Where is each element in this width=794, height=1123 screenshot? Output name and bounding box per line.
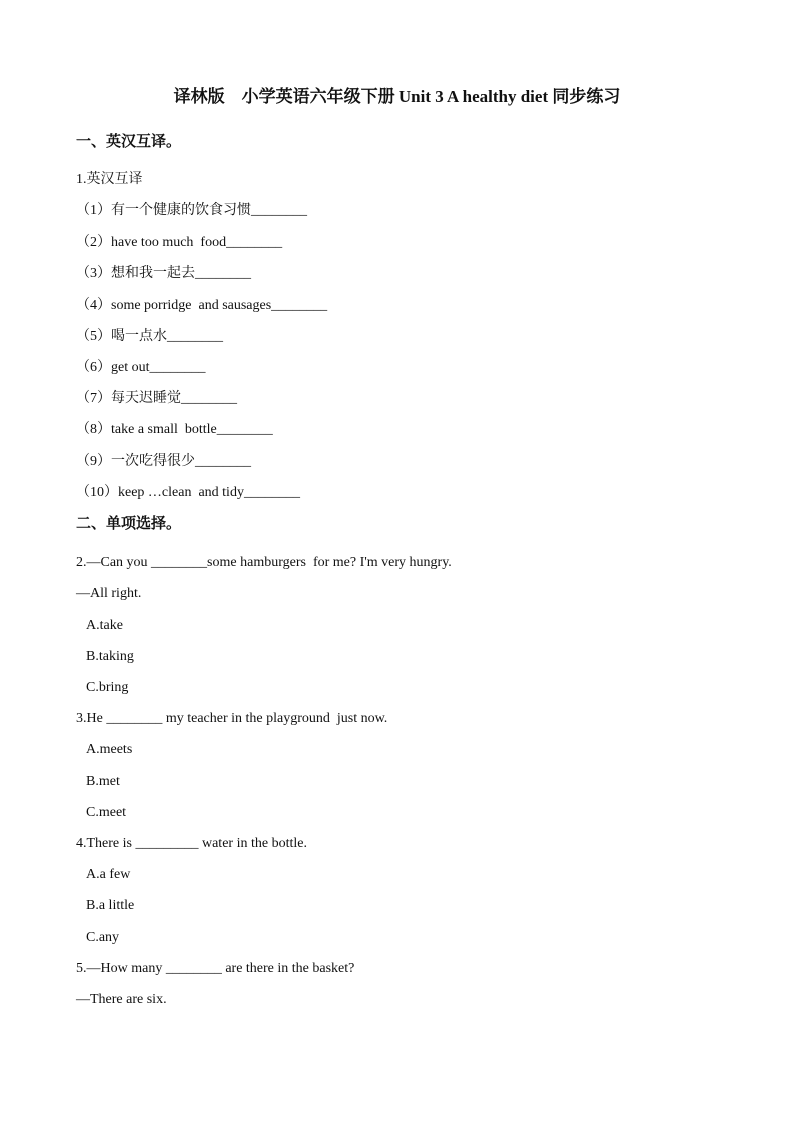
q1-item-8: （8）take a small bottle________	[76, 422, 273, 437]
q1-item-10: （10）keep …clean and tidy________	[76, 485, 300, 500]
q4-option-a: A.a few	[86, 867, 131, 882]
q3-option-c: C.meet	[86, 805, 127, 820]
q3-option-a: A.meets	[86, 742, 133, 757]
page-title: 译林版 小学英语六年级下册 Unit 3 A healthy diet 同步练习	[173, 87, 621, 106]
q2-option-c: C.bring	[86, 680, 129, 695]
q1-item-3: （3）想和我一起去________	[76, 266, 251, 281]
section-heading-1: 一、英汉互译。	[76, 134, 182, 150]
q4-stem: 4.There is _________ water in the bottle.	[76, 836, 307, 851]
q1-item-1: （1）有一个健康的饮食习惯________	[76, 203, 307, 218]
question-1-heading: 1.英汉互译	[76, 172, 143, 187]
q2-reply: —All right.	[76, 586, 142, 601]
q1-item-7: （7）每天迟睡觉________	[76, 391, 237, 406]
q1-item-6: （6）get out________	[76, 360, 206, 375]
q1-item-4: （4）some porridge and sausages________	[76, 298, 328, 313]
q4-option-b: B.a little	[86, 898, 135, 913]
q1-item-9: （9）一次吃得很少________	[76, 454, 251, 469]
q3-option-b: B.met	[86, 774, 120, 789]
q5-reply: —There are six.	[76, 992, 167, 1007]
q4-option-c: C.any	[86, 930, 120, 945]
q2-stem: 2.—Can you ________some hamburgers for me? I'm very hungry.	[76, 555, 452, 570]
q2-option-a: A.take	[86, 618, 123, 633]
section-heading-2: 二、单项选择。	[76, 516, 182, 532]
q5-stem: 5.—How many ________ are there in the basket?	[76, 961, 355, 976]
q1-item-2: （2）have too much food________	[76, 235, 283, 250]
q2-option-b: B.taking	[86, 649, 134, 664]
q3-stem: 3.He ________ my teacher in the playground just now.	[76, 711, 388, 726]
q1-item-5: （5）喝一点水________	[76, 329, 223, 344]
